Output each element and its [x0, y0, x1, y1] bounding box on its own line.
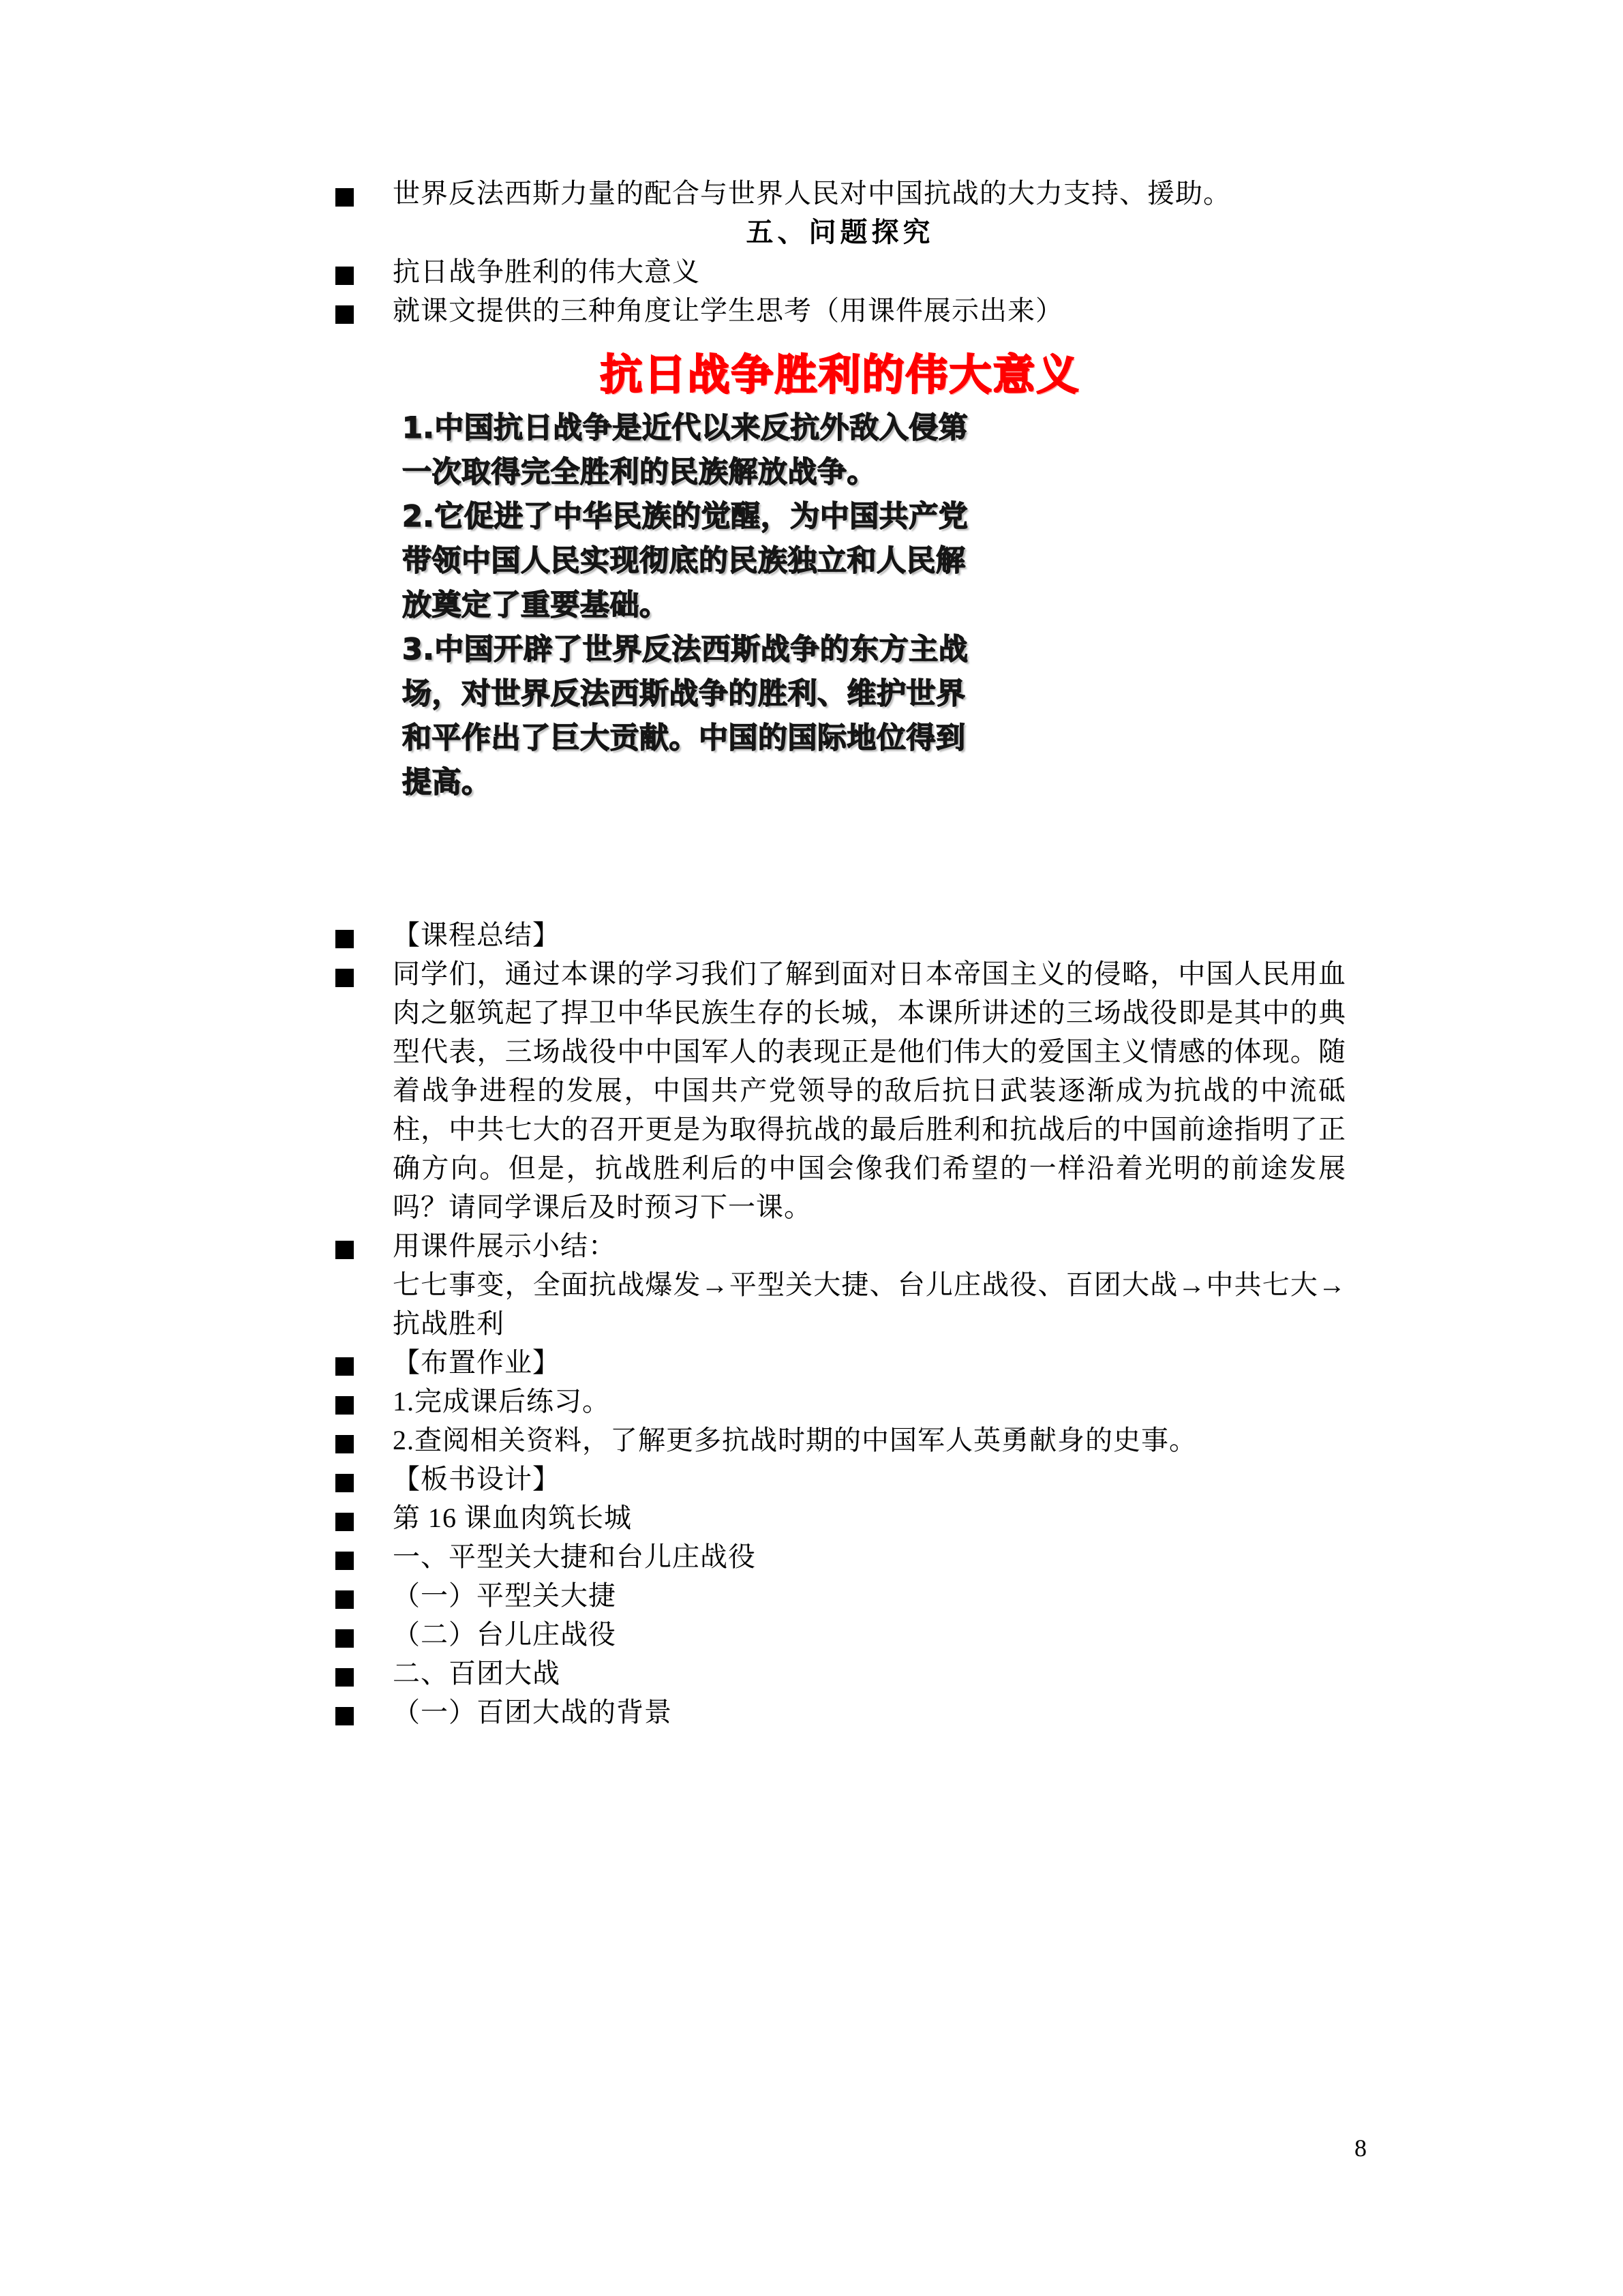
- list-item: [334, 1537, 1346, 1576]
- list-item: [334, 1382, 1346, 1421]
- list-item-text: 世界反法西斯力量的配合与世界人民对中国抗战的大力支持、援助。: [393, 178, 1231, 209]
- list-item: [334, 1460, 1346, 1498]
- list-item: [334, 1226, 1346, 1265]
- square-bullet-icon: [335, 1474, 354, 1492]
- square-bullet-icon: [335, 1707, 354, 1725]
- list-item: [334, 291, 1346, 330]
- list-item-text: 二、百团大战: [393, 1658, 560, 1689]
- square-bullet-icon: [335, 1513, 354, 1531]
- slide-line: 1.中国抗日战争是近代以来反抗外敌入侵第: [402, 411, 969, 445]
- list-item: [334, 1498, 1346, 1537]
- list-item-text: 七七事变，全面抗战爆发→平型关大捷、台儿庄战役、百团大战→中共七大→抗战胜利: [393, 1269, 1346, 1339]
- square-bullet-icon: [335, 930, 354, 948]
- list-item: [334, 1265, 1346, 1343]
- slide-line: 3.中国开辟了世界反法西斯战争的东方主战: [402, 633, 969, 667]
- list-item-text: 同学们，通过本课的学习我们了解到面对日本帝国主义的侵略，中国人民用血肉之躯筑起了捍卫中华民族生存的长城，本课所讲述的三场战役即是其中的典型代表，三场战役中中国军人的表现正是他们伟大的爱国主义情感的体现。随着战争进程的发展，中国共产党领导的敌后抗日武装逐渐成为抗战的中流砥柱，中共七大的召开更是为取得抗战的最后胜利和抗战后的中国前途指明了正确方向。但是，抗战胜利后的中国会像我们希望的一样沿着光明的前途发展吗？请同学课后及时预习下一课。: [393, 958, 1346, 1222]
- slide-line: 提高。: [402, 766, 491, 800]
- list-item-text: 【课程总结】: [393, 920, 560, 950]
- slide-line: 和平作出了巨大贡献。中国的国际地位得到: [402, 721, 966, 755]
- list-item-text: 第 16 课血肉筑长城: [393, 1502, 632, 1533]
- slide-line: 场，对世界反法西斯战争的胜利、维护世界: [402, 677, 966, 711]
- list-item: [334, 1654, 1346, 1693]
- list-item-text: 抗日战争胜利的伟大意义: [393, 256, 700, 287]
- section-heading: 五、问题探究: [746, 217, 935, 247]
- list-item-text: 2.查阅相关资料，了解更多抗战时期的中国军人英勇献身的史事。: [393, 1425, 1197, 1455]
- list-item-text: （一）百团大战的背景: [393, 1697, 672, 1727]
- list-item-text: 就课文提供的三种角度让学生思考（用课件展示出来）: [393, 295, 1063, 326]
- square-bullet-icon: [335, 1590, 354, 1609]
- page-number: 8: [1354, 2134, 1367, 2162]
- list-item: [334, 916, 1346, 954]
- list-item-text: 【布置作业】: [393, 1347, 560, 1378]
- square-bullet-icon: [335, 267, 354, 285]
- list-item-text: 一、平型关大捷和台儿庄战役: [393, 1541, 756, 1572]
- list-item: [334, 954, 1346, 1226]
- slide-title: 抗日战争胜利的伟大意义: [600, 350, 1080, 399]
- list-item-text: （一）平型关大捷: [393, 1580, 616, 1611]
- list-item: [334, 252, 1346, 291]
- square-bullet-icon: [335, 1435, 354, 1453]
- outline-list: [334, 916, 1346, 1732]
- list-item: [334, 1343, 1346, 1382]
- square-bullet-icon: [335, 1357, 354, 1376]
- list-item: [334, 1576, 1346, 1615]
- slide-line: 放奠定了重要基础。: [402, 588, 669, 622]
- list-item: [334, 1421, 1346, 1460]
- spacer: [334, 813, 1346, 916]
- square-bullet-icon: [335, 1396, 354, 1415]
- list-item: [334, 174, 1346, 213]
- square-bullet-icon: [335, 305, 354, 324]
- square-bullet-icon: [335, 188, 354, 207]
- square-bullet-icon: [335, 969, 354, 987]
- list-item-text: 用课件展示小结：: [393, 1230, 616, 1261]
- slide-body: [334, 406, 1346, 805]
- list-item-text: （二）台儿庄战役: [393, 1619, 616, 1650]
- list-item-text: 【板书设计】: [393, 1464, 560, 1494]
- slide-line: 一次取得完全胜利的民族解放战争。: [402, 455, 877, 489]
- slide-line: 带领中国人民实现彻底的民族独立和人民解: [402, 544, 966, 578]
- list-item: [334, 1615, 1346, 1654]
- list-item-text: 1.完成课后练习。: [393, 1386, 610, 1417]
- square-bullet-icon: [335, 1241, 354, 1259]
- page-content: [334, 174, 1346, 1732]
- square-bullet-icon: [335, 1629, 354, 1648]
- list-item: [334, 1693, 1346, 1732]
- embedded-slide-image: [334, 342, 1346, 813]
- slide-line: 2.它促进了中华民族的觉醒，为中国共产党: [402, 500, 969, 534]
- square-bullet-icon: [335, 1552, 354, 1570]
- square-bullet-icon: [335, 1668, 354, 1687]
